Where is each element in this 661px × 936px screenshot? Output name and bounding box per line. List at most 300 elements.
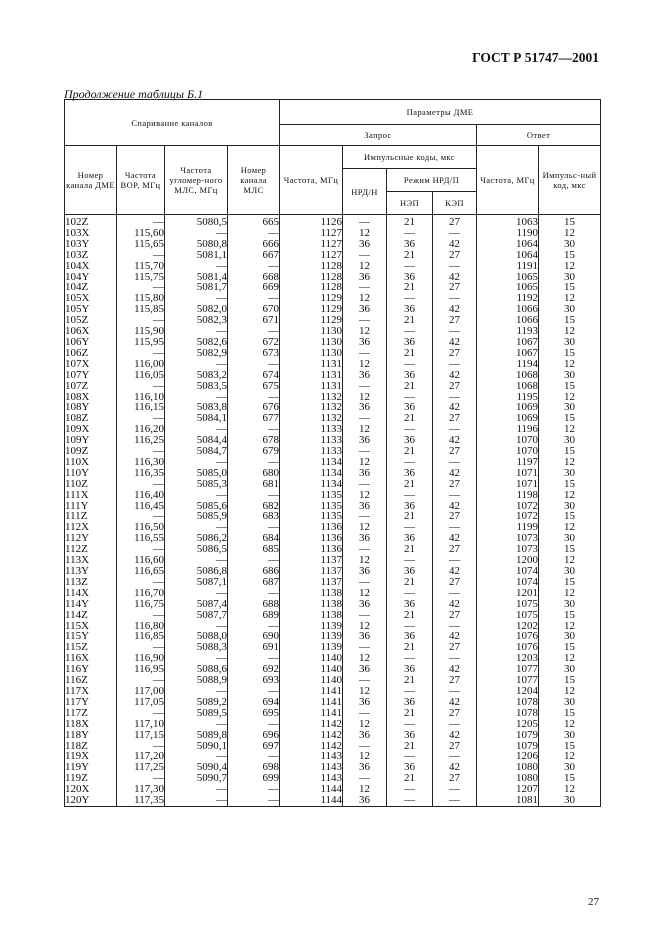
cell-mls-angle-frequency: — — [165, 719, 228, 730]
table-row — [65, 370, 601, 381]
cell-request-frequency: 1131 — [280, 370, 343, 381]
cell-mls-channel: 667 — [228, 250, 280, 261]
cell-dme-channel: 109X — [65, 424, 117, 435]
cell-nrd-n: — — [343, 544, 387, 555]
cell-kep: 27 — [433, 741, 477, 752]
cell-dme-channel: 115Z — [65, 642, 117, 653]
cell-nrd-n: 36 — [343, 370, 387, 381]
cell-dme-channel: 114Y — [65, 599, 117, 610]
cell-nrd-n: 12 — [343, 719, 387, 730]
cell-nep: 21 — [387, 675, 433, 686]
cell-nep: 36 — [387, 533, 433, 544]
cell-kep: 27 — [433, 675, 477, 686]
cell-mls-channel: 681 — [228, 479, 280, 490]
cell-mls-channel: — — [228, 555, 280, 566]
cell-dme-channel: 118X — [65, 719, 117, 730]
cell-mls-angle-frequency: — — [165, 359, 228, 370]
cell-nrd-n: 36 — [343, 402, 387, 413]
cell-response-frequency: 1190 — [477, 228, 539, 239]
cell-nrd-n: 36 — [343, 533, 387, 544]
page-number: 27 — [588, 896, 599, 908]
cell-response-frequency: 1069 — [477, 402, 539, 413]
cell-response-code: 30 — [539, 795, 601, 806]
cell-request-frequency: 1127 — [280, 250, 343, 261]
cell-response-code: 12 — [539, 784, 601, 795]
header-request: Запрос — [280, 125, 477, 146]
cell-response-code: 15 — [539, 315, 601, 326]
cell-mls-channel: — — [228, 293, 280, 304]
cell-mls-channel: 680 — [228, 468, 280, 479]
cell-vor-frequency: 115,90 — [117, 326, 165, 337]
cell-nep: — — [387, 555, 433, 566]
cell-nrd-n: 36 — [343, 795, 387, 806]
cell-mls-angle-frequency: 5084,1 — [165, 413, 228, 424]
cell-mls-angle-frequency: 5086,5 — [165, 544, 228, 555]
cell-kep: 27 — [433, 348, 477, 359]
cell-mls-channel: 677 — [228, 413, 280, 424]
table-row — [65, 795, 601, 806]
cell-vor-frequency: — — [117, 577, 165, 588]
cell-kep: 27 — [433, 215, 477, 228]
cell-response-frequency: 1067 — [477, 348, 539, 359]
header-dme-channel: Номер канала ДМЕ — [65, 146, 117, 215]
cell-vor-frequency: 117,25 — [117, 762, 165, 773]
cell-response-code: 30 — [539, 239, 601, 250]
cell-mls-angle-frequency: 5087,7 — [165, 610, 228, 621]
cell-kep: 27 — [433, 511, 477, 522]
cell-response-code: 12 — [539, 261, 601, 272]
cell-dme-channel: 116Z — [65, 675, 117, 686]
header-mls-angle-frequency: Частота угломер-ного МЛС, МГц — [165, 146, 228, 215]
cell-vor-frequency: 117,15 — [117, 730, 165, 741]
cell-mls-channel: — — [228, 457, 280, 468]
cell-request-frequency: 1135 — [280, 490, 343, 501]
cell-response-frequency: 1065 — [477, 272, 539, 283]
cell-request-frequency: 1134 — [280, 479, 343, 490]
cell-nrd-n: 36 — [343, 304, 387, 315]
cell-nep: 21 — [387, 642, 433, 653]
cell-kep: 27 — [433, 413, 477, 424]
cell-vor-frequency: 116,25 — [117, 435, 165, 446]
cell-kep: — — [433, 555, 477, 566]
cell-dme-channel: 106X — [65, 326, 117, 337]
cell-response-code: 30 — [539, 370, 601, 381]
cell-mls-channel: — — [228, 686, 280, 697]
cell-response-frequency: 1205 — [477, 719, 539, 730]
cell-response-frequency: 1069 — [477, 413, 539, 424]
cell-nep: 21 — [387, 381, 433, 392]
cell-vor-frequency: 117,05 — [117, 697, 165, 708]
cell-response-frequency: 1079 — [477, 730, 539, 741]
cell-nep: — — [387, 795, 433, 806]
cell-mls-channel: 697 — [228, 741, 280, 752]
cell-nep: 21 — [387, 773, 433, 784]
cell-dme-channel: 119Z — [65, 773, 117, 784]
cell-dme-channel: 104Y — [65, 272, 117, 283]
cell-kep: 27 — [433, 381, 477, 392]
cell-mls-channel: 684 — [228, 533, 280, 544]
cell-nep: — — [387, 784, 433, 795]
cell-kep: 27 — [433, 544, 477, 555]
cell-mls-angle-frequency: 5085,0 — [165, 468, 228, 479]
table-row — [65, 730, 601, 741]
cell-mls-channel: — — [228, 261, 280, 272]
cell-nrd-n: — — [343, 773, 387, 784]
cell-response-code: 30 — [539, 533, 601, 544]
cell-vor-frequency: — — [117, 511, 165, 522]
cell-nrd-n: 12 — [343, 261, 387, 272]
cell-kep: — — [433, 424, 477, 435]
cell-request-frequency: 1132 — [280, 402, 343, 413]
cell-vor-frequency: 115,60 — [117, 228, 165, 239]
cell-mls-channel: 675 — [228, 381, 280, 392]
cell-mls-channel: 676 — [228, 402, 280, 413]
cell-mls-channel: — — [228, 424, 280, 435]
cell-response-code: 12 — [539, 490, 601, 501]
cell-request-frequency: 1130 — [280, 337, 343, 348]
cell-dme-channel: 114Z — [65, 610, 117, 621]
cell-request-frequency: 1128 — [280, 261, 343, 272]
cell-nep: — — [387, 293, 433, 304]
cell-mls-angle-frequency: 5080,8 — [165, 239, 228, 250]
cell-dme-channel: 116Y — [65, 664, 117, 675]
cell-request-frequency: 1136 — [280, 533, 343, 544]
cell-mls-angle-frequency: 5085,3 — [165, 479, 228, 490]
cell-dme-channel: 108X — [65, 392, 117, 403]
cell-kep: 42 — [433, 501, 477, 512]
cell-response-code: 30 — [539, 272, 601, 283]
cell-response-code: 15 — [539, 446, 601, 457]
cell-kep: 42 — [433, 337, 477, 348]
cell-nep: 21 — [387, 610, 433, 621]
cell-nep: 36 — [387, 501, 433, 512]
cell-mls-angle-frequency: — — [165, 293, 228, 304]
table-row — [65, 381, 601, 392]
cell-response-code: 12 — [539, 653, 601, 664]
header-mode-nrd-p: Режим НРД/П — [387, 169, 477, 192]
cell-dme-channel: 109Z — [65, 446, 117, 457]
cell-kep: 27 — [433, 315, 477, 326]
cell-mls-angle-frequency: — — [165, 784, 228, 795]
cell-vor-frequency: — — [117, 773, 165, 784]
cell-nep: 36 — [387, 697, 433, 708]
cell-request-frequency: 1140 — [280, 675, 343, 686]
cell-kep: 42 — [433, 762, 477, 773]
cell-vor-frequency: 117,30 — [117, 784, 165, 795]
cell-mls-angle-frequency: 5090,1 — [165, 741, 228, 752]
header-nep: НЭП — [387, 192, 433, 215]
cell-dme-channel: 104X — [65, 261, 117, 272]
cell-mls-channel: — — [228, 588, 280, 599]
cell-response-frequency: 1191 — [477, 261, 539, 272]
cell-response-code: 15 — [539, 511, 601, 522]
cell-dme-channel: 111Z — [65, 511, 117, 522]
cell-vor-frequency: — — [117, 741, 165, 752]
cell-mls-channel: — — [228, 751, 280, 762]
cell-vor-frequency: 116,85 — [117, 631, 165, 642]
cell-kep: — — [433, 261, 477, 272]
header-vor-frequency: Частота ВОР, МГц — [117, 146, 165, 215]
cell-dme-channel: 104Z — [65, 282, 117, 293]
cell-nrd-n: 36 — [343, 566, 387, 577]
cell-kep: 42 — [433, 239, 477, 250]
cell-mls-angle-frequency: 5081,1 — [165, 250, 228, 261]
cell-nrd-n: 12 — [343, 751, 387, 762]
cell-mls-angle-frequency: 5088,9 — [165, 675, 228, 686]
cell-nrd-n: — — [343, 675, 387, 686]
cell-vor-frequency: — — [117, 642, 165, 653]
cell-mls-channel: 698 — [228, 762, 280, 773]
cell-nrd-n: 12 — [343, 326, 387, 337]
cell-response-code: 12 — [539, 326, 601, 337]
cell-response-frequency: 1071 — [477, 479, 539, 490]
cell-response-frequency: 1197 — [477, 457, 539, 468]
cell-nep: 21 — [387, 348, 433, 359]
cell-mls-channel: 670 — [228, 304, 280, 315]
cell-mls-angle-frequency: 5084,7 — [165, 446, 228, 457]
cell-kep: — — [433, 588, 477, 599]
cell-kep: 27 — [433, 642, 477, 653]
cell-response-code: 30 — [539, 599, 601, 610]
cell-nep: — — [387, 621, 433, 632]
cell-nep: 21 — [387, 577, 433, 588]
cell-request-frequency: 1129 — [280, 293, 343, 304]
cell-response-frequency: 1195 — [477, 392, 539, 403]
cell-kep: 42 — [433, 435, 477, 446]
cell-response-frequency: 1072 — [477, 501, 539, 512]
cell-vor-frequency: — — [117, 610, 165, 621]
cell-mls-angle-frequency: 5090,4 — [165, 762, 228, 773]
cell-request-frequency: 1137 — [280, 566, 343, 577]
cell-response-code: 12 — [539, 522, 601, 533]
cell-mls-channel: — — [228, 653, 280, 664]
cell-kep: — — [433, 490, 477, 501]
cell-mls-angle-frequency: 5082,0 — [165, 304, 228, 315]
cell-dme-channel: 111Y — [65, 501, 117, 512]
cell-mls-channel: 672 — [228, 337, 280, 348]
cell-nep: 21 — [387, 250, 433, 261]
cell-response-code: 12 — [539, 621, 601, 632]
cell-nep: — — [387, 751, 433, 762]
cell-mls-channel: 679 — [228, 446, 280, 457]
cell-dme-channel: 106Z — [65, 348, 117, 359]
cell-kep: 42 — [433, 304, 477, 315]
cell-vor-frequency: 117,20 — [117, 751, 165, 762]
cell-response-frequency: 1079 — [477, 741, 539, 752]
cell-vor-frequency: — — [117, 348, 165, 359]
cell-kep: 42 — [433, 730, 477, 741]
cell-response-code: 12 — [539, 719, 601, 730]
cell-response-code: 12 — [539, 424, 601, 435]
cell-dme-channel: 110Y — [65, 468, 117, 479]
cell-mls-angle-frequency: 5089,2 — [165, 697, 228, 708]
cell-nrd-n: — — [343, 282, 387, 293]
cell-nep: — — [387, 588, 433, 599]
cell-mls-channel: 673 — [228, 348, 280, 359]
cell-dme-channel: 112Y — [65, 533, 117, 544]
cell-mls-angle-frequency: 5088,0 — [165, 631, 228, 642]
cell-nrd-n: 36 — [343, 599, 387, 610]
cell-nep: 36 — [387, 566, 433, 577]
cell-mls-angle-frequency: 5081,4 — [165, 272, 228, 283]
cell-vor-frequency: 116,70 — [117, 588, 165, 599]
cell-nrd-n: 12 — [343, 293, 387, 304]
cell-request-frequency: 1135 — [280, 501, 343, 512]
cell-nrd-n: 12 — [343, 392, 387, 403]
cell-vor-frequency: 117,35 — [117, 795, 165, 806]
cell-request-frequency: 1135 — [280, 511, 343, 522]
cell-mls-angle-frequency: 5083,5 — [165, 381, 228, 392]
cell-mls-angle-frequency: 5087,4 — [165, 599, 228, 610]
cell-request-frequency: 1137 — [280, 577, 343, 588]
cell-request-frequency: 1138 — [280, 599, 343, 610]
cell-mls-channel: 668 — [228, 272, 280, 283]
header-request-frequency: Частота, МГц — [280, 146, 343, 215]
cell-response-frequency: 1065 — [477, 282, 539, 293]
cell-dme-channel: 108Z — [65, 413, 117, 424]
cell-request-frequency: 1134 — [280, 468, 343, 479]
cell-mls-angle-frequency: — — [165, 261, 228, 272]
cell-response-frequency: 1201 — [477, 588, 539, 599]
cell-nep: 36 — [387, 631, 433, 642]
cell-response-code: 15 — [539, 544, 601, 555]
cell-request-frequency: 1144 — [280, 795, 343, 806]
cell-kep: 27 — [433, 479, 477, 490]
cell-response-code: 15 — [539, 741, 601, 752]
table-row — [65, 261, 601, 272]
cell-request-frequency: 1126 — [280, 215, 343, 228]
cell-dme-channel: 107X — [65, 359, 117, 370]
cell-request-frequency: 1130 — [280, 348, 343, 359]
dme-channel-table — [64, 99, 601, 807]
cell-nrd-n: 36 — [343, 272, 387, 283]
cell-kep: — — [433, 326, 477, 337]
cell-vor-frequency: — — [117, 413, 165, 424]
cell-nep: — — [387, 457, 433, 468]
cell-mls-channel: 666 — [228, 239, 280, 250]
header-mls-channel: Номер канала МЛС — [228, 146, 280, 215]
cell-nep: 36 — [387, 730, 433, 741]
cell-response-frequency: 1193 — [477, 326, 539, 337]
cell-kep: 42 — [433, 272, 477, 283]
cell-request-frequency: 1131 — [280, 381, 343, 392]
cell-mls-angle-frequency: — — [165, 555, 228, 566]
header-dme-params: Параметры ДМЕ — [280, 100, 601, 125]
header-pairing: Спаривание каналов — [65, 100, 280, 146]
cell-nrd-n: 12 — [343, 653, 387, 664]
cell-dme-channel: 105Y — [65, 304, 117, 315]
cell-nep: 36 — [387, 762, 433, 773]
cell-mls-channel: 696 — [228, 730, 280, 741]
cell-response-frequency: 1075 — [477, 599, 539, 610]
cell-request-frequency: 1136 — [280, 522, 343, 533]
cell-nrd-n: 36 — [343, 730, 387, 741]
cell-dme-channel: 112X — [65, 522, 117, 533]
cell-kep: 42 — [433, 370, 477, 381]
cell-vor-frequency: 116,30 — [117, 457, 165, 468]
cell-response-frequency: 1071 — [477, 468, 539, 479]
cell-kep: — — [433, 621, 477, 632]
cell-nrd-n: 36 — [343, 239, 387, 250]
cell-request-frequency: 1127 — [280, 228, 343, 239]
cell-nrd-n: — — [343, 250, 387, 261]
cell-dme-channel: 107Y — [65, 370, 117, 381]
cell-dme-channel: 115Y — [65, 631, 117, 642]
cell-vor-frequency: — — [117, 215, 165, 228]
cell-nrd-n: 36 — [343, 468, 387, 479]
table-caption: Продолжение таблицы Б.1 — [64, 87, 204, 101]
cell-vor-frequency: 117,10 — [117, 719, 165, 730]
cell-nrd-n: — — [343, 610, 387, 621]
cell-dme-channel: 120Y — [65, 795, 117, 806]
cell-dme-channel: 113Z — [65, 577, 117, 588]
cell-nrd-n: — — [343, 479, 387, 490]
cell-dme-channel: 107Z — [65, 381, 117, 392]
cell-request-frequency: 1128 — [280, 282, 343, 293]
cell-response-frequency: 1080 — [477, 773, 539, 784]
cell-response-code: 15 — [539, 610, 601, 621]
cell-mls-angle-frequency: 5083,8 — [165, 402, 228, 413]
cell-response-code: 15 — [539, 215, 601, 228]
cell-mls-channel: 699 — [228, 773, 280, 784]
cell-nep: 36 — [387, 435, 433, 446]
cell-response-frequency: 1072 — [477, 511, 539, 522]
cell-response-frequency: 1080 — [477, 762, 539, 773]
cell-response-frequency: 1068 — [477, 381, 539, 392]
cell-request-frequency: 1143 — [280, 762, 343, 773]
cell-response-code: 30 — [539, 730, 601, 741]
cell-nrd-n: 36 — [343, 762, 387, 773]
cell-nrd-n: — — [343, 577, 387, 588]
header-response: Ответ — [477, 125, 601, 146]
cell-vor-frequency: 115,80 — [117, 293, 165, 304]
cell-nrd-n: — — [343, 708, 387, 719]
cell-nep: 21 — [387, 511, 433, 522]
cell-request-frequency: 1133 — [280, 446, 343, 457]
cell-vor-frequency: 116,35 — [117, 468, 165, 479]
cell-response-code: 15 — [539, 675, 601, 686]
cell-kep: 27 — [433, 282, 477, 293]
cell-nrd-n: 12 — [343, 784, 387, 795]
cell-request-frequency: 1130 — [280, 326, 343, 337]
cell-nrd-n: 36 — [343, 337, 387, 348]
cell-request-frequency: 1132 — [280, 413, 343, 424]
cell-dme-channel: 105X — [65, 293, 117, 304]
cell-dme-channel: 120X — [65, 784, 117, 795]
cell-response-frequency: 1196 — [477, 424, 539, 435]
cell-nep: 36 — [387, 370, 433, 381]
cell-vor-frequency: — — [117, 544, 165, 555]
cell-response-frequency: 1206 — [477, 751, 539, 762]
cell-dme-channel: 103Y — [65, 239, 117, 250]
cell-mls-channel: — — [228, 326, 280, 337]
cell-vor-frequency: 116,65 — [117, 566, 165, 577]
cell-vor-frequency: 115,70 — [117, 261, 165, 272]
cell-dme-channel: 105Z — [65, 315, 117, 326]
cell-nep: 21 — [387, 479, 433, 490]
cell-vor-frequency: 116,80 — [117, 621, 165, 632]
cell-vor-frequency: 116,60 — [117, 555, 165, 566]
cell-response-code: 15 — [539, 250, 601, 261]
cell-nep: — — [387, 228, 433, 239]
cell-response-code: 30 — [539, 566, 601, 577]
cell-kep: 27 — [433, 610, 477, 621]
cell-response-code: 30 — [539, 435, 601, 446]
cell-kep: — — [433, 784, 477, 795]
cell-mls-channel: — — [228, 784, 280, 795]
cell-nep: 36 — [387, 272, 433, 283]
cell-request-frequency: 1141 — [280, 686, 343, 697]
